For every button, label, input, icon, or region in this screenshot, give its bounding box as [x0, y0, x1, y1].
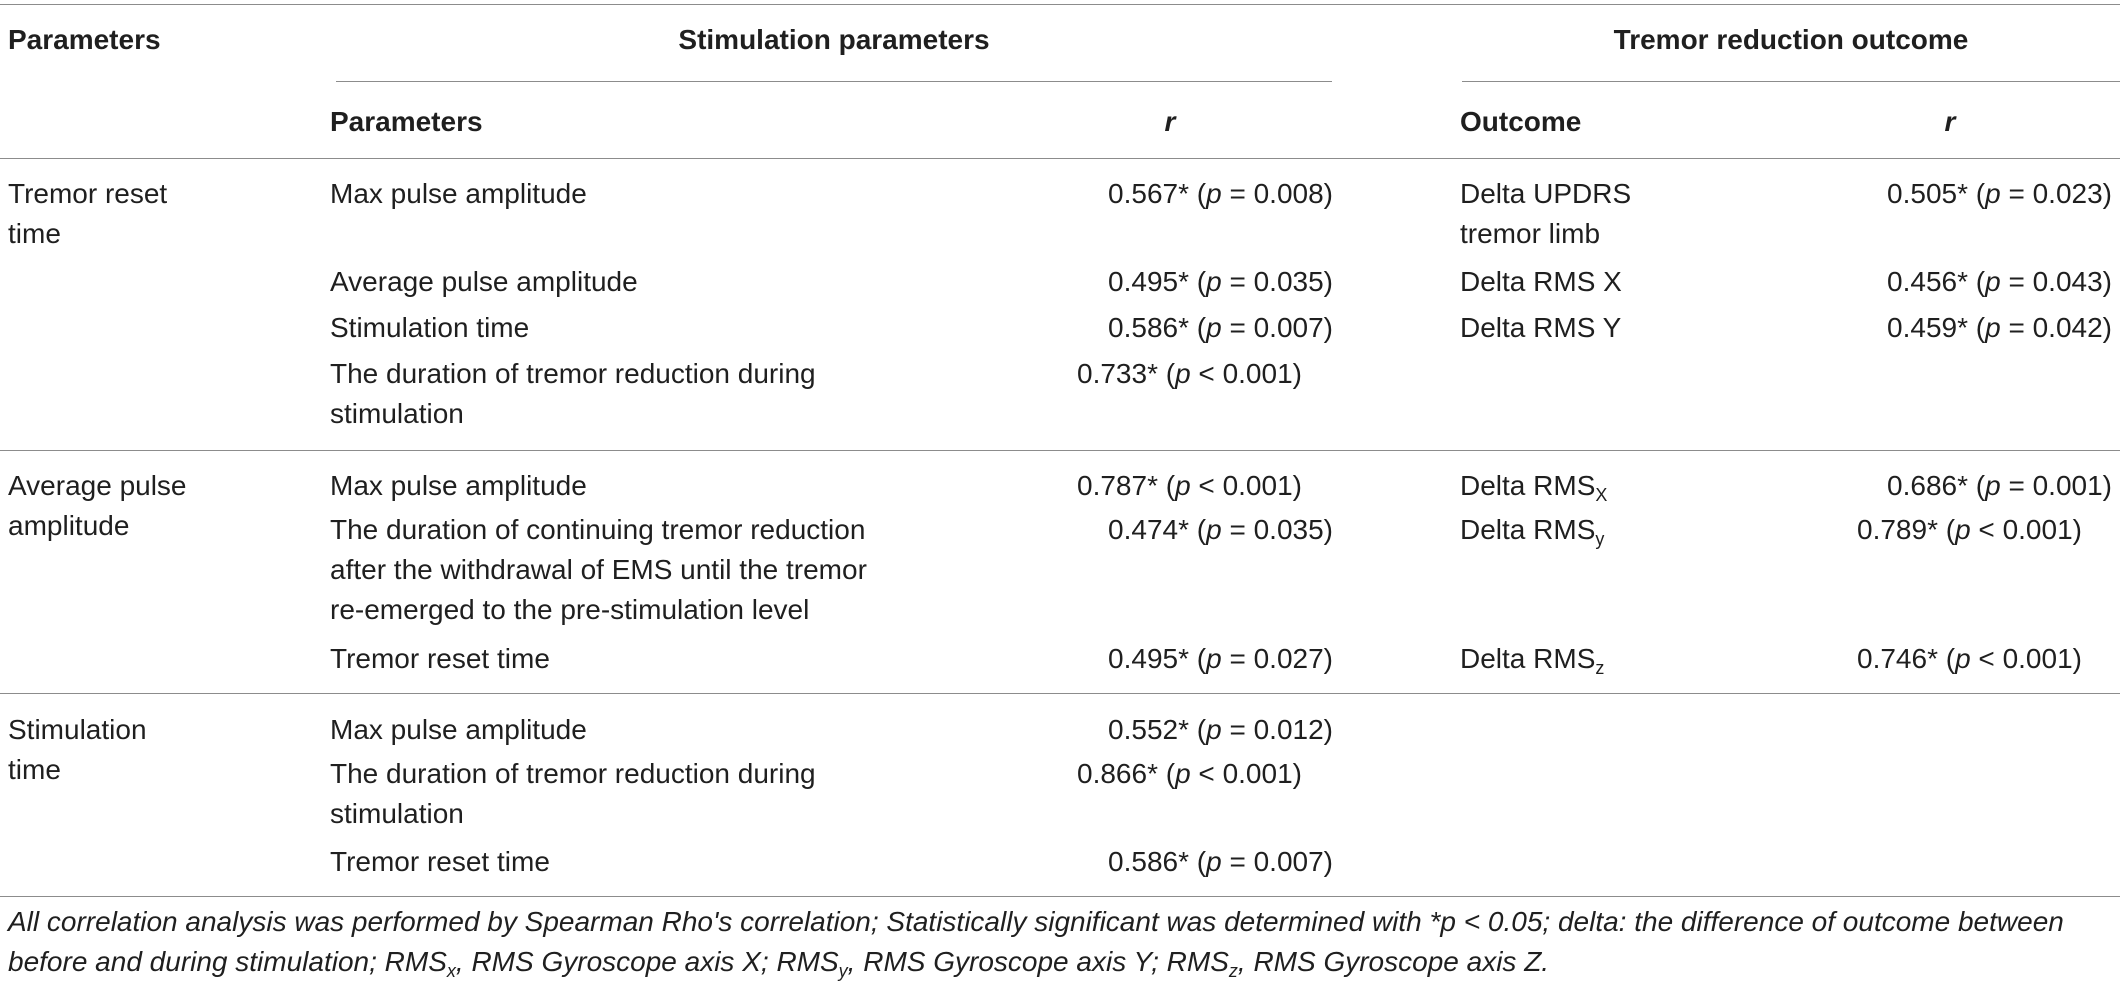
param-cell: Tremor reset time [330, 846, 550, 877]
r-outcome-value: 0.686* (p = 0.001) [1887, 470, 2112, 501]
r-outcome-value: 0.456* (p = 0.043) [1887, 266, 2112, 297]
stim-group-rule [336, 81, 1332, 82]
header-stimulation-parameters: Stimulation parameters [678, 24, 990, 55]
subheader-parameters: Parameters [330, 106, 483, 137]
group2-bottom-rule [0, 693, 2120, 694]
r-value: 0.495* (p = 0.027) [1108, 643, 1333, 674]
subheader-outcome: Outcome [1460, 106, 1582, 137]
param-cell: Tremor reset time [330, 643, 550, 674]
param-cell: Average pulse amplitude [330, 266, 638, 297]
header-parameters: Parameters [8, 24, 161, 55]
param-cell: Max pulse amplitude [330, 470, 587, 501]
outcome-cell: Delta UPDRS tremor limb [1460, 178, 1632, 249]
r-value: 0.866* (p < 0.001) [1077, 758, 1302, 789]
r-outcome-value: 0.505* (p = 0.023) [1887, 178, 2112, 209]
r-value: 0.495* (p = 0.035) [1108, 266, 1333, 297]
param-cell: The duration of tremor reduction during stimulation [330, 358, 816, 429]
param-cell: The duration of continuing tremor reduction after the withdrawal of EMS until the tremor re-emerged to the pre-stimulation level [330, 514, 867, 625]
param-cell: Max pulse amplitude [330, 178, 587, 209]
subheader-r-outcome: r [1944, 106, 1956, 137]
r-value: 0.567* (p = 0.008) [1108, 178, 1333, 209]
r-value: 0.787* (p < 0.001) [1077, 470, 1302, 501]
r-value: 0.586* (p = 0.007) [1108, 312, 1333, 343]
outcome-cell: Delta $RMS_y$ [1460, 514, 1605, 549]
r-outcome-value: 0.746* (p < 0.001) [1857, 643, 2082, 674]
subheader-r-stim: r [1164, 106, 1176, 137]
top-rule [0, 4, 2120, 5]
outcome-cell: Delta $RMS_z$ [1460, 643, 1605, 678]
outcome-group-rule [1462, 81, 2120, 82]
r-value: 0.586* (p = 0.007) [1108, 846, 1333, 877]
param-cell: Stimulation time [330, 312, 530, 343]
param-cell: The duration of tremor reduction during stimulation [330, 758, 816, 829]
outcome-cell: Delta RMS X [1460, 266, 1622, 297]
group-label: Stimulation time [8, 714, 147, 785]
param-cell: Max pulse amplitude [330, 714, 587, 745]
table-bottom-rule [0, 896, 2120, 897]
r-outcome-value: 0.459* (p = 0.042) [1887, 312, 2112, 343]
group-label: Average pulse amplitude [8, 470, 187, 541]
header-bottom-rule [0, 158, 2120, 159]
r-value: 0.474* (p = 0.035) [1108, 514, 1333, 545]
outcome-cell: Delta $RMS_X$ [1460, 470, 1608, 505]
outcome-cell: Delta RMS Y [1460, 312, 1622, 343]
r-outcome-value: 0.789* (p < 0.001) [1857, 514, 2082, 545]
group-label: Tremor reset time [8, 178, 168, 249]
group1-bottom-rule [0, 450, 2120, 451]
header-tremor-reduction-outcome: Tremor reduction outcome [1613, 24, 1969, 55]
r-value: 0.733* (p < 0.001) [1077, 358, 1302, 389]
r-value: 0.552* (p = 0.012) [1108, 714, 1333, 745]
table-footnote: All correlation analysis was performed by Spearman Rho's correlation; Statistically significant was determined with *p < 0.05; delta: the difference of outcome between before and during stimulation; $RMS_x$, RMS Gyroscope axis X; $RMS_y$, RMS Gyroscope axis Y; $RMS_z$, RMS Gyroscope axis Z. [8, 906, 2064, 981]
